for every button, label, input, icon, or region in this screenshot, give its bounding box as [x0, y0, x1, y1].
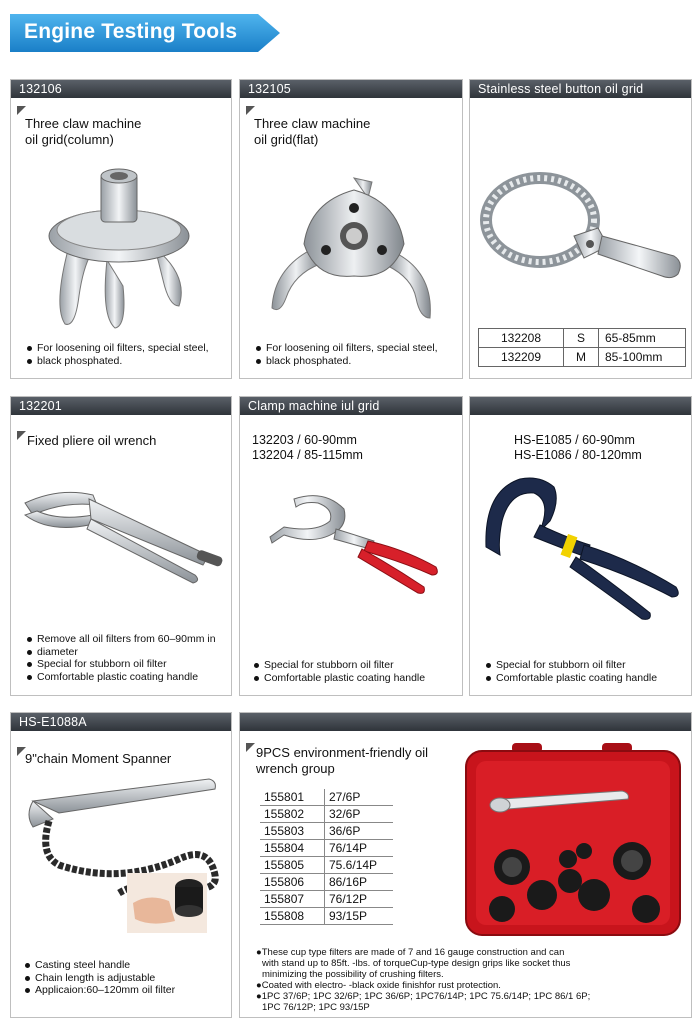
- corner-mark-icon: [17, 431, 26, 440]
- product-card-hs-e1088a: [10, 712, 232, 1018]
- model-codes: 132203 / 60-90mm 132204 / 85-115mm: [252, 433, 363, 462]
- table-row: 155801 27/6P: [260, 789, 393, 806]
- card-header: [240, 713, 691, 731]
- product-card-132106: [10, 79, 232, 379]
- feature-list: [27, 633, 216, 683]
- feature-item-continued: black phosphated.: [27, 355, 209, 368]
- stainless-strap-wrench-image: [478, 166, 688, 306]
- feature-list: [486, 659, 657, 684]
- feature-item: For loosening oil filters, special steel,: [256, 342, 438, 355]
- note-line: 1PC 76/12P; 1PC 93/15P: [262, 1002, 370, 1013]
- feature-item: Special for stubborn oil filter: [486, 659, 657, 672]
- three-claw-column-wrench-image: [39, 156, 199, 336]
- navy-handle-plier-wrench-image: [480, 471, 685, 621]
- product-card-9pcs-kit: [239, 712, 692, 1018]
- table-row: 155808 93/15P: [260, 908, 393, 925]
- product-notes: [256, 947, 686, 1013]
- model-codes: HS-E1085 / 60-90mm HS-E1086 / 80-120mm: [514, 433, 642, 462]
- feature-list: [256, 342, 438, 367]
- feature-item-continued: diameter: [27, 646, 216, 659]
- table-row: 132209 M 85-100mm: [479, 348, 686, 367]
- card-header: Clamp machine iul grid: [240, 397, 462, 415]
- product-card-clamp-machine: [239, 396, 463, 696]
- feature-item: Applicaion:60–120mm oil filter: [25, 984, 175, 997]
- feature-item: Chain length is adjustable: [25, 972, 175, 985]
- feature-item-continued: black phosphated.: [256, 355, 438, 368]
- feature-item: Casting steel handle: [25, 959, 175, 972]
- product-title: 9PCS environment-friendly oil wrench group: [256, 745, 428, 776]
- card-header: Stainless steel button oil grid: [470, 80, 691, 98]
- red-case-cup-wrench-set-image: [462, 739, 684, 939]
- product-title: Three claw machine oil grid(flat): [254, 116, 371, 147]
- card-header: 132106: [11, 80, 231, 98]
- feature-list: [25, 959, 175, 997]
- note-line: minimizing the possibility of crushing filters.: [262, 969, 444, 980]
- card-header: [470, 397, 691, 415]
- table-row: 155805 75.6/14P: [260, 857, 393, 874]
- product-title: Fixed pliere oil wrench: [27, 433, 157, 448]
- table-row: 132208 S 65-85mm: [479, 329, 686, 348]
- feature-item: For loosening oil filters, special steel,: [27, 342, 209, 355]
- note-line: with stand up to 85ft. -lbs. of torqueCup-type design grips like socket thus: [262, 958, 571, 969]
- feature-item: Comfortable plastic coating handle: [254, 672, 425, 685]
- locking-plier-wrench-image: [19, 485, 229, 595]
- kit-spec-table: [260, 789, 393, 925]
- size-table: [478, 328, 686, 367]
- feature-item: Special for stubborn oil filter: [254, 659, 425, 672]
- product-card-stainless-button: [469, 79, 692, 379]
- card-header: HS-E1088A: [11, 713, 231, 731]
- three-claw-flat-wrench-image: [264, 168, 444, 328]
- product-card-hs-e1085: [469, 396, 692, 696]
- table-row: 155806 86/16P: [260, 874, 393, 891]
- feature-item: Special for stubborn oil filter: [27, 658, 216, 671]
- feature-list: [254, 659, 425, 684]
- product-card-132201: [10, 396, 232, 696]
- chain-spanner-image: [19, 775, 229, 945]
- feature-list: [27, 342, 209, 367]
- card-header: 132105: [240, 80, 462, 98]
- table-row: 155802 32/6P: [260, 806, 393, 823]
- product-card-132105: [239, 79, 463, 379]
- feature-item: Comfortable plastic coating handle: [27, 671, 216, 684]
- corner-mark-icon: [17, 106, 26, 115]
- product-title: 9"chain Moment Spanner: [25, 751, 172, 766]
- note-line: ●Coated with electro- -black oxide finishfor rust protection.: [256, 980, 501, 991]
- corner-mark-icon: [246, 106, 255, 115]
- table-row: 155803 36/6P: [260, 823, 393, 840]
- feature-item: Comfortable plastic coating handle: [486, 672, 657, 685]
- table-row: 155807 76/12P: [260, 891, 393, 908]
- card-header: 132201: [11, 397, 231, 415]
- note-line: ●These cup type filters are made of 7 and 16 gauge construction and can: [256, 947, 565, 958]
- section-title: Engine Testing Tools: [24, 20, 238, 43]
- feature-item: Remove all oil filters from 60–90mm in: [27, 633, 216, 646]
- note-line: ●1PC 37/6P; 1PC 32/6P; 1PC 36/6P; 1PC76/14P; 1PC 75.6/14P; 1PC 86/1 6P;: [256, 991, 591, 1002]
- corner-mark-icon: [246, 743, 255, 752]
- section-banner: [10, 14, 280, 52]
- red-handle-plier-wrench-image: [264, 489, 444, 599]
- table-row: 155804 76/14P: [260, 840, 393, 857]
- product-title: Three claw machine oil grid(column): [25, 116, 142, 147]
